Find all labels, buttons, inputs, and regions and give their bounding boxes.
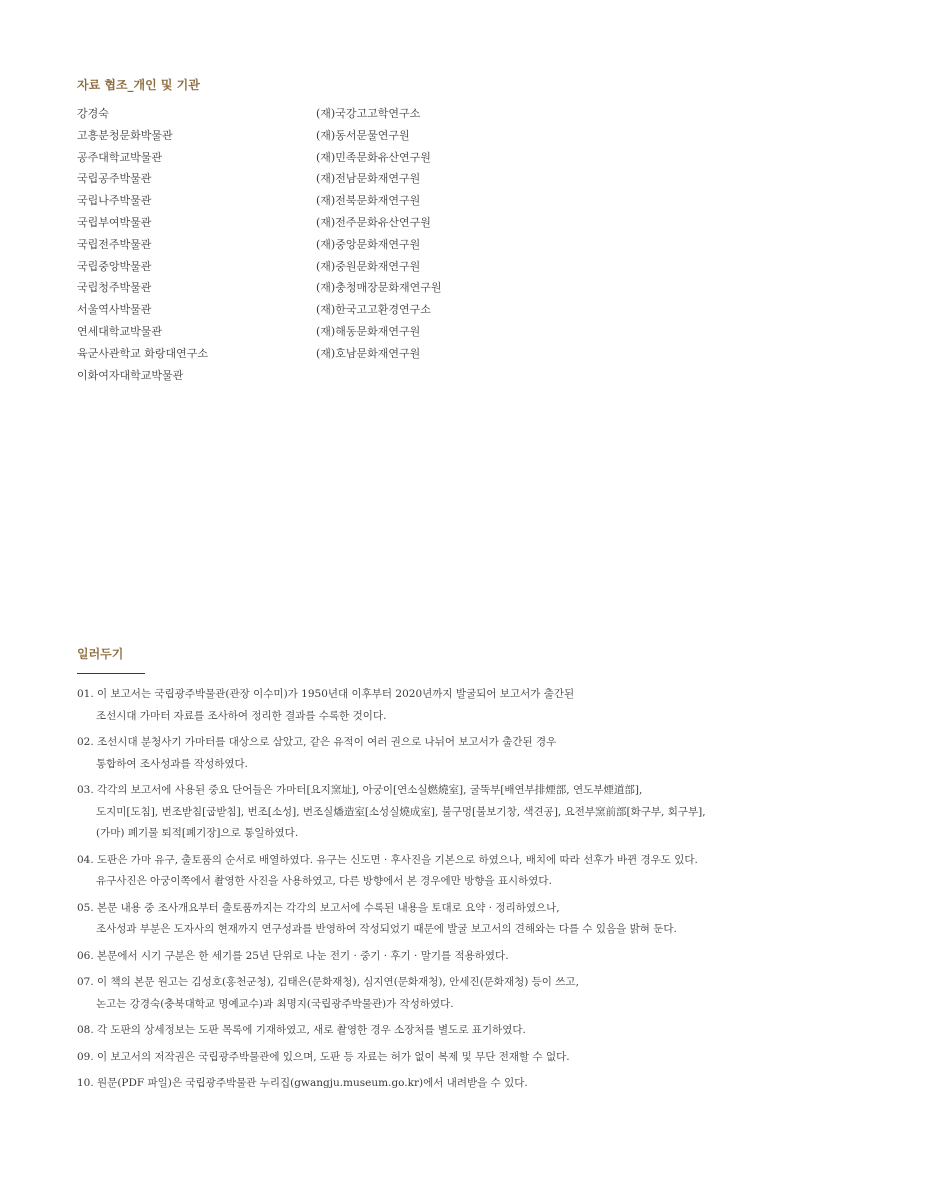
- contributor-item: 국립전주박물관: [77, 237, 152, 251]
- note-line: 조선시대 가마터 자료를 조사하여 정리한 결과를 수록한 것이다.: [96, 709, 387, 722]
- contributor-item: (재)국강고고학연구소: [316, 107, 421, 120]
- note-line: 04. 도판은 가마 유구, 출토품의 순서로 배열하였다. 유구는 신도면 · 후사진을 기본으로 하였으나, 배치에 따라 선후가 바뀐 경우도 있다.: [77, 853, 698, 866]
- note-line: 통합하여 조사성과를 작성하였다.: [96, 757, 249, 770]
- note-line: 05. 본문 내용 중 조사개요부터 출토품까지는 각각의 보고서에 수록된 내용을 토대로 요약 · 정리하였으나,: [77, 901, 560, 914]
- contributor-item: (재)중원문화재연구원: [316, 259, 421, 273]
- contributor-item: 국립부여박물관: [77, 215, 152, 229]
- note-line: (가마) 폐기물 퇴적[폐기장]으로 통일하였다.: [96, 827, 299, 839]
- contributor-item: (재)민족문화유산연구원: [316, 150, 431, 164]
- note-line: 조사성과 부분은 도자사의 현재까지 연구성과를 반영하여 작성되었기 때문에 발굴 보고서의 견해와는 다를 수 있음을 밝혀 둔다.: [96, 923, 677, 935]
- contributor-item: 국립중앙박물관: [77, 259, 152, 273]
- note-item: [77, 734, 737, 777]
- note-line: 10. 원문(PDF 파일)은 국립광주박물관 누리집(gwangju.museum.go.kr)에서 내려받을 수 있다.: [77, 1077, 528, 1089]
- contributors-left-column: [77, 106, 208, 389]
- note-line: 03. 각각의 보고서에 사용된 중요 단어들은 가마터[요지窯址], 아궁이[연소실燃燒室], 굴뚝부[배연부排煙部, 연도부煙道部],: [77, 784, 643, 796]
- contributors-heading: 자료 협조_개인 및 기관: [77, 78, 200, 92]
- note-line: 07. 이 책의 본문 원고는 김성호(홍천군청), 김태은(문화재청), 심지연(문화재청), 안세진(문화재청) 등이 쓰고,: [77, 976, 579, 988]
- contributor-item: (재)전북문화재연구원: [316, 194, 421, 208]
- note-item: [77, 900, 737, 943]
- note-line: 유구사진은 아궁이쪽에서 촬영한 사진을 사용하였고, 다른 방향에서 본 경우에만 방향을 표시하였다.: [96, 875, 552, 887]
- contributor-item: (재)충청매장문화재연구원: [316, 281, 442, 295]
- contributor-item: 이화여자대학교박물관: [77, 368, 184, 382]
- contributor-item: 국립공주박물관: [77, 172, 152, 186]
- contributor-item: 공주대학교박물관: [77, 150, 163, 164]
- note-item: [77, 974, 737, 1017]
- contributor-item: 고흥분청문화박물관: [77, 128, 173, 142]
- note-line: 02. 조선시대 분청사기 가마터를 대상으로 삼았고, 같은 유적이 여러 권으로 나뉘어 보고서가 출간된 경우: [77, 736, 557, 748]
- contributor-item: 국립청주박물관: [77, 281, 152, 295]
- contributor-item: 육군사관학교 화랑대연구소: [77, 346, 209, 360]
- note-item: [77, 1022, 737, 1044]
- contributor-item: 서울역사박물관: [77, 303, 152, 317]
- contributor-item: (재)한국고고환경연구소: [316, 303, 431, 317]
- heading-underline: [77, 673, 145, 674]
- note-item: [77, 948, 737, 970]
- contributor-item: (재)해동문화재연구원: [316, 324, 421, 338]
- note-line: 08. 각 도판의 상세정보는 도판 목록에 기재하였고, 새로 촬영한 경우 소장처를 별도로 표기하였다.: [77, 1024, 526, 1036]
- note-item: [77, 1075, 737, 1097]
- note-item: [77, 1049, 737, 1071]
- note-line: 논고는 강경숙(충북대학교 명예교수)과 최명지(국립광주박물관)가 작성하였다.: [96, 997, 454, 1010]
- note-item: [77, 782, 737, 847]
- contributors-right-column: [316, 106, 441, 368]
- note-line: 09. 이 보고서의 저작권은 국립광주박물관에 있으며, 도판 등 자료는 허가 없이 복제 및 무단 전재할 수 없다.: [77, 1050, 570, 1063]
- notes-list: [77, 686, 737, 1102]
- note-item: [77, 852, 737, 895]
- contributor-item: (재)전주문화유산연구원: [316, 215, 431, 229]
- contributor-item: 강경숙: [77, 107, 109, 120]
- contributor-item: 국립나주박물관: [77, 194, 152, 208]
- contributor-item: (재)전남문화재연구원: [316, 172, 421, 186]
- note-line: 01. 이 보고서는 국립광주박물관(관장 이수미)가 1950년대 이후부터 2020년까지 발굴되어 보고서가 출간된: [77, 688, 575, 700]
- note-line: 도지미[도침], 번조받침[굽받침], 번조[소성], 번조실燔造室[소성실燒成室], 불구멍[불보기창, 색견공], 요전부窯前部[화구부, 회구부],: [96, 805, 706, 818]
- note-line: 06. 본문에서 시기 구분은 한 세기를 25년 단위로 나눈 전기 · 중기 · 후기 · 말기를 적용하였다.: [77, 949, 509, 962]
- notes-heading: 일러두기: [77, 647, 124, 661]
- contributor-item: (재)동서문물연구원: [316, 128, 410, 142]
- contributor-item: 연세대학교박물관: [77, 324, 163, 338]
- contributor-item: (재)중앙문화재연구원: [316, 237, 421, 251]
- contributor-item: (재)호남문화재연구원: [316, 346, 421, 360]
- note-item: [77, 686, 737, 729]
